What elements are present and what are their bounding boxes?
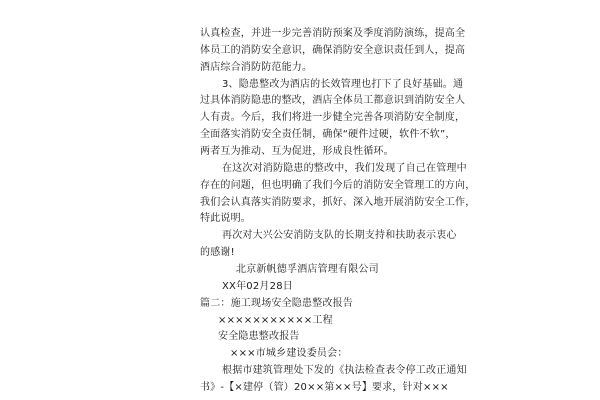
- text-line: 3、隐患整改为酒店的长效管理也打下了良好基础。通: [222, 78, 464, 90]
- section-heading: 篇二：施工现场安全隐患整改报告: [200, 297, 353, 309]
- text-line: 存在的问题，但也明确了我们今后的消防安全管理工的方向，: [200, 179, 476, 191]
- text-line: 特此说明。: [200, 213, 251, 225]
- text-line: 书》-【×建停（管）20××第××号】要求，针对×××: [200, 382, 449, 393]
- text-line: 再次对大兴公安消防支队的长期支持和扶助表示衷心: [222, 230, 457, 242]
- report-title: 安全隐患整改报告: [218, 331, 300, 343]
- text-line: 体员工的消防安全意识，确保消防安全意识责任到人，提高: [200, 44, 466, 56]
- addressee: ×××市城乡建设委员会：: [230, 348, 348, 360]
- text-line: 的感谢!: [200, 247, 235, 259]
- text-line: 全面落实消防安全责任制，确保“硬件过硬，软件不软”，: [200, 129, 456, 141]
- text-line: 过具体消防隐患的整改，酒店全体员工都意识到消防安全人: [200, 95, 466, 107]
- signature-company: 北京新帆德孚酒店管理有限公司: [236, 264, 379, 275]
- text-line: 人有责。今后，我们将进一步健全完善各项消防安全制度，: [200, 112, 466, 124]
- signature-date: XX年02月28日: [222, 280, 293, 292]
- text-line: 我们会认真落实消防要求，抓好、深入地开展消防安全工作，: [200, 196, 476, 208]
- text-line: 两者互为推动、互为促进，形成良性循环。: [200, 146, 394, 157]
- project-name: ×××××××××××工程: [218, 314, 333, 326]
- text-line: 在这次对消防隐患的整改中，我们发现了自己在管理中: [222, 162, 467, 174]
- text-line: 酒店综合消防防范能力。: [200, 61, 313, 73]
- text-line: 认真检查，并进一步完善消防预案及季度消防演练，提高全: [200, 28, 466, 39]
- text-line: 根据市建筑管理处下发的《执法检查表令停工改正通知: [222, 365, 467, 377]
